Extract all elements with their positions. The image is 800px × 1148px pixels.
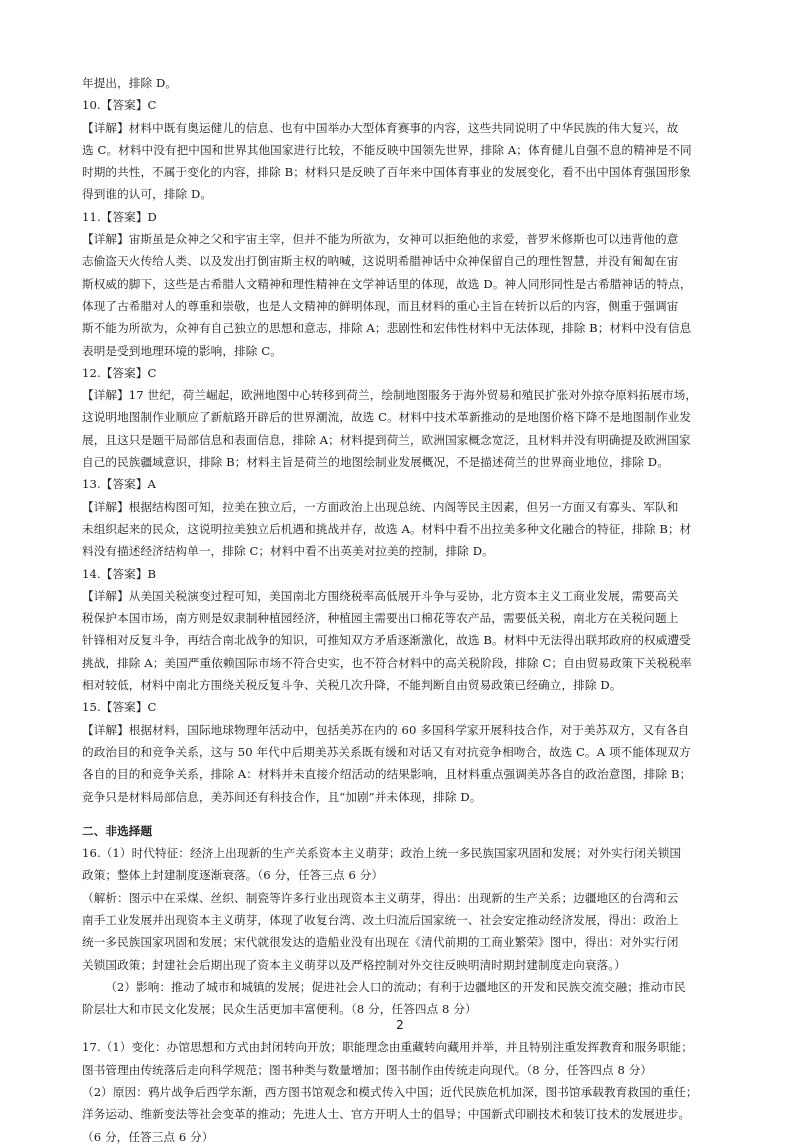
text-line: 的政治目的和竞争关系，这与 50 年代中后期美苏关系既有缓和对话又有对抗竞争相吻合，故选 C。A 项不能体现双方 [82,744,691,759]
text-line: 13.【答案】A [82,477,156,492]
text-line: 展，且这只是题干局部信息和表面信息，排除 A；材料提到荷兰，欧洲国家概念宽泛，且材料并没有明确提及欧洲国家 [82,432,691,447]
text-line: 12.【答案】C [82,365,157,380]
text-line: 斯不能为所欲为，众神有自己独立的思想和意志，排除 A；悲剧性和宏伟性材料中无法体现，排除 B；材料中没有信息 [82,321,692,336]
text-line: 关锁国政策；封建社会后期出现了资本主义萌芽以及严格控制对外交往反映明清时期封建制度走向衰落。） [82,957,626,972]
question-16-part-2: （2）影响：推动了城市和城镇的发展；促进社会人口的流动；有利于边疆地区的开发和民族交流交融；推动市民 [105,979,686,994]
text-line: 【详解】宙斯虽是众神之父和宇宙主宰，但并不能为所欲为，女神可以拒绝他的求爱，普罗米修斯也可以违背他的意 [82,232,679,247]
text-line: 【详解】从美国关税演变过程可知，美国南北方围绕税率高低展开斗争与妥协，北方资本主义工商业发展，需要高关 [82,588,679,603]
multiple-choice-explanations [82,72,718,808]
page-content [82,72,718,1148]
text-line: 南手工业发展并出现资本主义萌芽，体现了收复台湾、改土归流后国家统一、社会安定推动经济发展，得出：政治上 [82,912,679,927]
text-line: （6 分，任答三点 6 分） [82,1129,214,1144]
text-line: 各自的目的和竞争关系，排除 A：材料并未直接介绍活动的结果影响，且材料重点强调美苏各自的政治意图，排除 B； [82,767,692,782]
text-line: 志偷盗天火传给人类、以及发出打倒宙斯主权的呐喊，这说明希腊神话中众神保留自己的理性智慧，并没有匍匐在宙 [82,254,679,269]
question-17 [82,1036,718,1147]
section-title: 二、非选择题 [82,823,153,838]
text-line: 选 C。材料中没有把中国和世界其他国家进行比较，不能反映中国领先世界，排除 A；体育健儿自强不息的精神是不同 [82,142,692,157]
text-line: 挑战，排除 A；美国严重依赖国际市场不符合史实，也不符合材料中的高关税阶段，排除 C；自由贸易政策下关税税率 [82,655,692,670]
text-line: 政策；整体上封建制度逐渐衰落。（6 分，任答三点 6 分） [82,868,384,883]
question-16-part-1 [82,842,718,976]
text-line: 图书管理由传统落后走向科学规范；图书种类与数量增加；图书制作由传统走向现代。（8 分，任答四点 8 分） [82,1062,653,1077]
text-line: 竞争只是材料局部信息，美苏间还有科技合作，且“加剧”并未体现，排除 D。 [82,789,482,804]
text-line: 自己的民族疆域意识，排除 B；材料主旨是荷兰的地图绘制业发展概况，不是描述荷兰的世界商业地位，排除 D。 [82,455,669,470]
text-line: 表明是受到地理环境的影响，排除 C。 [82,343,282,358]
text-line: 【详解】17 世纪，荷兰崛起，欧洲地图中心转移到荷兰，绘制地图服务于海外贸易和殖民扩张对外掠夺原料拓展市场， [82,388,698,403]
text-line: 15.【答案】C [82,700,157,715]
text-line: 洋务运动、维新变法等社会变革的推动；先进人士、官方开明人士的倡导；中国新式印刷技术和装订技术的发展进步。 [82,1107,691,1122]
text-line: 料没有描述经济结构单一，排除 C；材料中看不出英美对拉美的控制，排除 D。 [82,544,494,559]
text-line: （解析：图示中在采煤、丝织、制瓷等许多行业出现资本主义萌芽，得出：出现新的生产关系；边疆地区的台湾和云 [82,890,679,905]
text-line: 时期的共性，不属于变化的内容，排除 B；材料只是反映了百年来中国体育事业的发展变化，看不出中国体育强国形象 [82,165,691,180]
text-line: 相对较低，材料中南北方围绕关税反复斗争、关税几次升降，不能判断自由贸易政策已经确立，排除 D。 [82,678,622,693]
text-line: （2）原因：鸦片战争后西学东渐，西方图书馆观念和模式传入中国；近代民族危机加深，图书馆承载教育救国的重任； [82,1085,698,1100]
text-line: 统一多民族国家巩固和发展；宋代就很发达的造船业没有出现在《清代前期的工商业繁荣》图中，得出：对外实行闭 [82,935,679,950]
page-number: 2 [396,1018,404,1032]
text-line: 10.【答案】C [82,98,157,113]
text-line: 未组织起来的民众，这说明拉美独立后机遇和挑战并存，故选 A。材料中看不出拉美多种文化融合的特征，排除 B；材 [82,521,692,536]
text-line: 【详解】材料中既有奥运健儿的信息、也有中国举办大型体育赛事的内容，这些共同说明了中华民族的伟大复兴，故 [82,120,679,135]
text-line: 阶层壮大和市民文化发展；民众生活更加丰富便利。（8 分，任答四点 8 分） [82,1002,477,1017]
text-line: 17.（1）变化：办馆思想和方式由封闭转向开放；职能理念由重藏转向藏用并举，并且特别注重发挥教育和服务职能； [82,1040,693,1055]
text-line: 11.【答案】D [82,209,157,224]
text-line: 针锋相对反复斗争，再结合南北战争的知识，可推知双方矛盾逐渐激化，故选 B。材料中无法得出联邦政府的权威遭受 [82,633,691,648]
text-line: 得到谁的认可，排除 D。 [82,187,213,202]
text-line: 【详解】根据结构图可知，拉美在独立后，一方面政治上出现总统、内阁等民主因素，但另一方面又有寡头、军队和 [82,499,679,514]
text-line: 14.【答案】B [82,566,157,581]
text-line: 年提出，排除 D。 [82,76,178,90]
text-line: 税保护本国市场，南方则是奴隶制种植园经济，种植园主需要出口棉花等农产品，需要低关税，南北方在关税问题上 [82,611,679,626]
text-line: 这说明地图制作业顺应了新航路开辟后的世界潮流，故选 C。材料中技术革新推动的是地图价格下降不是地图制作业发 [82,410,692,425]
text-line: 斯权威的脚下，这些是古希腊人文精神和理性精神在文学神话里的体现，故选 D。神人同形同性是古希腊神话的特点， [82,276,692,291]
text-line: 【详解】根据材料，国际地球物理年活动中，包括美苏在内的 60 多国科学家开展科技合作，对于美苏双方，又有各自 [82,722,690,737]
text-line: 16.（1）时代特征：经济上出现新的生产关系资本主义萌芽；政治上统一多民族国家巩固和发展；对外实行闭关锁国 [82,846,682,861]
text-line: 体现了古希腊对人的尊重和崇敬，也是人文精神的鲜明体现，而且材料的重心主旨在转折以后的内容，侧重于强调宙 [82,298,679,313]
